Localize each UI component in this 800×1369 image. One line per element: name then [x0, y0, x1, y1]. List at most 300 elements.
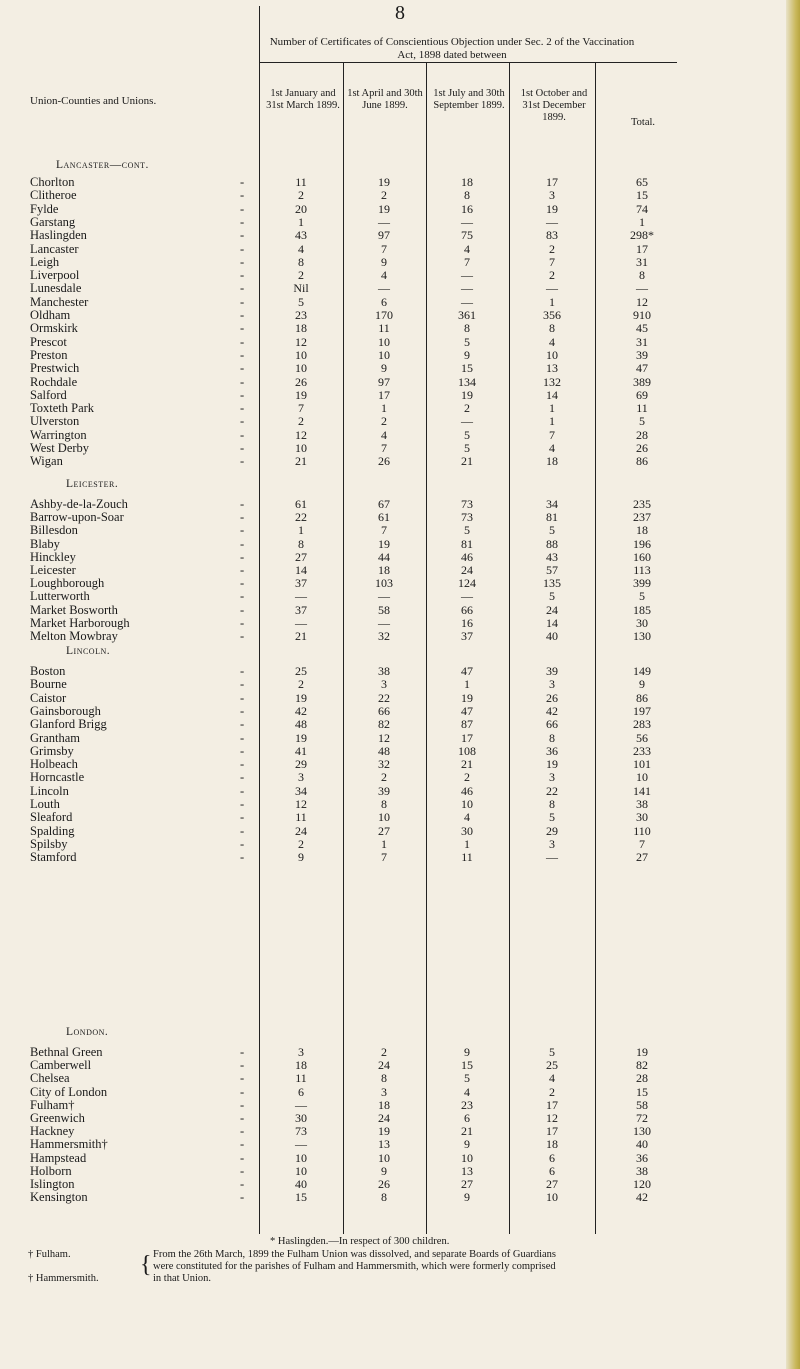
union-name-text: Spilsby	[30, 836, 68, 851]
quarter-cell: 7	[381, 523, 387, 538]
union-name-text: Garstang	[30, 214, 76, 229]
union-name	[30, 717, 260, 731]
leader-dash: -	[240, 361, 245, 376]
quarter-cell: 9	[381, 1163, 387, 1178]
table-rule	[426, 62, 427, 1234]
union-name	[30, 850, 260, 864]
quarter-cell: 9	[381, 254, 387, 269]
column-header-total: Total.	[630, 117, 656, 128]
quarter-cell: 15	[461, 1058, 473, 1073]
total-cell: 197	[633, 703, 651, 718]
quarter-cell: 88	[546, 536, 558, 551]
quarter-cell: 2	[381, 188, 387, 203]
quarter-cell: 9	[464, 1137, 470, 1152]
union-name-text: Grimsby	[30, 743, 74, 758]
quarter-cell: 19	[461, 690, 473, 705]
quarter-cell: 170	[375, 308, 393, 322]
quarter-cell: 12	[546, 1111, 558, 1125]
union-name-text: Spalding	[30, 823, 75, 838]
total-cell: 31	[636, 254, 648, 269]
union-name-text: Lancaster	[30, 241, 79, 256]
quarter-cell: —	[295, 589, 307, 604]
quarter-cell: 13	[378, 1137, 390, 1152]
leader-dash: -	[240, 783, 245, 798]
quarter-cell: —	[461, 268, 473, 283]
union-name	[30, 1164, 260, 1178]
quarter-cell: 27	[461, 1177, 473, 1191]
quarter-cell: 40	[546, 629, 558, 643]
total-cell: 110	[633, 823, 651, 838]
union-name	[30, 188, 260, 202]
quarter-cell: 7	[298, 401, 304, 416]
quarter-cell: 46	[461, 549, 473, 564]
union-name	[30, 361, 260, 375]
quarter-cell: 15	[461, 361, 473, 376]
union-name	[30, 837, 260, 851]
union-name	[30, 348, 260, 362]
union-name	[30, 537, 260, 551]
quarter-cell: 17	[546, 1124, 558, 1139]
quarter-cell: 18	[295, 321, 307, 336]
union-name	[30, 175, 260, 189]
quarter-cell: 21	[295, 454, 307, 469]
leader-dash: -	[240, 1084, 245, 1099]
union-name	[30, 576, 260, 590]
quarter-cell: 2	[381, 414, 387, 429]
total-cell: 26	[636, 441, 648, 455]
total-cell: 399	[633, 576, 651, 591]
union-name	[30, 744, 260, 758]
quarter-cell: 21	[461, 1124, 473, 1139]
total-cell: 12	[636, 294, 648, 309]
table-rule	[509, 62, 510, 1234]
union-name	[30, 589, 260, 603]
leader-dash: -	[240, 1177, 245, 1191]
leader-dash: -	[240, 254, 245, 269]
quarter-cell: 5	[549, 1045, 555, 1059]
union-name-text: Chelsea	[30, 1071, 70, 1086]
total-cell: 185	[633, 602, 651, 617]
quarter-cell: 67	[378, 497, 390, 511]
quarter-cell: 5	[464, 427, 470, 442]
footnote-text-2: were constituted for the parishes of Fulham and Hammersmith, which were formerly comprised	[153, 1261, 556, 1272]
leader-dash: -	[240, 1097, 245, 1112]
leader-dash: -	[240, 1045, 245, 1059]
quarter-cell: 19	[378, 201, 390, 216]
union-name	[30, 441, 260, 455]
quarter-cell: 2	[298, 836, 304, 851]
quarter-cell: 19	[546, 757, 558, 772]
page-number: 8	[395, 2, 405, 24]
quarter-cell: 57	[546, 563, 558, 577]
leader-dash: -	[240, 347, 245, 362]
quarter-cell: 2	[549, 268, 555, 283]
quarter-cell: 46	[461, 783, 473, 798]
union-name	[30, 824, 260, 838]
quarter-cell: 24	[295, 823, 307, 838]
union-name-text: Holbeach	[30, 757, 78, 772]
quarter-cell: 22	[546, 783, 558, 798]
quarter-cell: 18	[546, 1137, 558, 1152]
quarter-cell: 361	[458, 308, 476, 322]
quarter-cell: 8	[298, 254, 304, 269]
union-name-text: Loughborough	[30, 576, 105, 591]
quarter-cell: 11	[295, 175, 307, 189]
quarter-cell: 73	[295, 1124, 307, 1139]
page-edge	[786, 0, 800, 1369]
quarter-cell: —	[546, 281, 558, 296]
quarter-cell: —	[461, 294, 473, 309]
total-cell: 74	[636, 201, 648, 216]
union-name	[30, 388, 260, 402]
quarter-cell: 75	[461, 228, 473, 243]
leader-dash: -	[240, 241, 245, 256]
union-name	[30, 616, 260, 630]
quarter-cell: 66	[461, 602, 473, 617]
footnote-brace: {	[140, 1252, 152, 1278]
quarter-cell: 25	[546, 1058, 558, 1073]
quarter-cell: 66	[378, 703, 390, 718]
total-cell: 7	[639, 836, 645, 851]
quarter-cell: 22	[378, 690, 390, 705]
quarter-cell: 47	[461, 664, 473, 678]
quarter-cell: 22	[295, 510, 307, 525]
quarter-cell: 7	[381, 441, 387, 455]
leader-dash: -	[240, 836, 245, 851]
quarter-cell: 27	[546, 1177, 558, 1191]
column-header-q4: 1st October and 31st December 1899.	[520, 88, 588, 123]
quarter-cell: 10	[461, 1150, 473, 1165]
quarter-cell: 26	[378, 1177, 390, 1191]
quarter-cell: 47	[461, 703, 473, 718]
union-name-text: Oldham	[30, 308, 71, 322]
quarter-cell: 8	[549, 797, 555, 811]
leader-dash: -	[240, 810, 245, 825]
quarter-cell: —	[461, 414, 473, 429]
quarter-cell: 87	[461, 717, 473, 732]
quarter-cell: 10	[295, 441, 307, 455]
quarter-cell: 43	[546, 549, 558, 564]
quarter-cell: 4	[381, 268, 387, 283]
union-name-text: Melton Mowbray	[30, 629, 118, 643]
quarter-cell: 3	[381, 677, 387, 692]
quarter-cell: 4	[464, 810, 470, 825]
quarter-cell: 37	[461, 629, 473, 643]
leader-dash: -	[240, 523, 245, 538]
total-cell: 130	[633, 1124, 651, 1139]
quarter-cell: 3	[549, 836, 555, 851]
union-name-text: Market Bosworth	[30, 602, 118, 617]
leader-dash: -	[240, 321, 245, 336]
quarter-cell: 1	[549, 294, 555, 309]
table-rule	[595, 62, 596, 1234]
union-name	[30, 523, 260, 537]
union-name-text: Barrow-upon-Soar	[30, 510, 124, 525]
leader-dash: -	[240, 175, 245, 189]
quarter-cell: 97	[378, 228, 390, 243]
quarter-cell: 1	[549, 414, 555, 429]
quarter-cell: 27	[378, 823, 390, 838]
union-name	[30, 202, 260, 216]
union-name	[30, 1190, 260, 1204]
quarter-cell: 2	[381, 1045, 387, 1059]
quarter-cell: 4	[381, 427, 387, 442]
union-name-text: Camberwell	[30, 1058, 92, 1073]
quarter-cell: 37	[295, 602, 307, 617]
quarter-cell: —	[295, 615, 307, 630]
leader-dash: -	[240, 268, 245, 283]
quarter-cell: 5	[464, 1071, 470, 1086]
total-cell: 283	[633, 717, 651, 732]
quarter-cell: —	[546, 850, 558, 865]
quarter-cell: 8	[298, 536, 304, 551]
leader-dash: -	[240, 1071, 245, 1086]
union-name	[30, 375, 260, 389]
row-label-header: Union-Counties and Unions.	[30, 95, 157, 107]
total-cell: 47	[636, 361, 648, 376]
quarter-cell: 83	[546, 228, 558, 243]
union-name-text: Greenwich	[30, 1111, 85, 1125]
union-name	[30, 603, 260, 617]
quarter-cell: 3	[549, 770, 555, 785]
quarter-cell: 4	[464, 241, 470, 256]
quarter-cell: 19	[295, 730, 307, 745]
total-cell: 38	[636, 797, 648, 811]
quarter-cell: 4	[549, 334, 555, 349]
quarter-cell: 2	[298, 268, 304, 283]
quarter-cell: 10	[295, 347, 307, 362]
quarter-cell: 108	[458, 743, 476, 758]
quarter-cell: 24	[378, 1111, 390, 1125]
union-name	[30, 242, 260, 256]
total-cell: 69	[636, 387, 648, 402]
union-name-text: Market Harborough	[30, 615, 130, 630]
leader-dash: -	[240, 690, 245, 705]
total-cell: 45	[636, 321, 648, 336]
quarter-cell: 16	[461, 201, 473, 216]
union-name-text: Horncastle	[30, 770, 85, 785]
leader-dash: -	[240, 441, 245, 455]
quarter-cell: 1	[381, 836, 387, 851]
total-cell: 31	[636, 334, 648, 349]
union-name	[30, 255, 260, 269]
union-name	[30, 629, 260, 643]
quarter-cell: 82	[378, 717, 390, 732]
quarter-cell: 124	[458, 576, 476, 591]
total-cell: 130	[633, 629, 651, 643]
quarter-cell: 1	[381, 401, 387, 416]
union-name-text: Sleaford	[30, 810, 73, 825]
quarter-cell: 2	[298, 188, 304, 203]
quarter-cell: 2	[298, 677, 304, 692]
quarter-cell: 4	[298, 241, 304, 256]
quarter-cell: 81	[546, 510, 558, 525]
union-name	[30, 308, 260, 322]
quarter-cell: 10	[295, 361, 307, 376]
quarter-cell: 42	[546, 703, 558, 718]
total-cell: 11	[636, 401, 648, 416]
leader-dash: -	[240, 1163, 245, 1178]
union-name	[30, 1071, 260, 1085]
union-name	[30, 797, 260, 811]
quarter-cell: 12	[295, 334, 307, 349]
union-name	[30, 281, 260, 295]
quarter-cell: 48	[378, 743, 390, 758]
quarter-cell: 17	[546, 175, 558, 189]
union-name	[30, 770, 260, 784]
total-cell: 38	[636, 1163, 648, 1178]
quarter-cell: 2	[464, 770, 470, 785]
quarter-cell: 1	[298, 214, 304, 229]
union-name-text: Lunesdale	[30, 281, 82, 296]
leader-dash: -	[240, 308, 245, 322]
total-cell: 15	[636, 1084, 648, 1099]
total-cell: 28	[636, 427, 648, 442]
quarter-cell: 3	[381, 1084, 387, 1099]
quarter-cell: 73	[461, 510, 473, 525]
quarter-cell: 19	[378, 175, 390, 189]
total-cell: 389	[633, 374, 651, 389]
quarter-cell: 7	[549, 254, 555, 269]
union-name-text: Grantham	[30, 730, 80, 745]
quarter-cell: 8	[464, 321, 470, 336]
quarter-cell: 1	[549, 401, 555, 416]
quarter-cell: 11	[378, 321, 390, 336]
leader-dash: -	[240, 677, 245, 692]
quarter-cell: 21	[461, 757, 473, 772]
quarter-cell: 10	[461, 797, 473, 811]
quarter-cell: 9	[381, 361, 387, 376]
union-name-text: Toxteth Park	[30, 401, 95, 416]
footnote-fulham: † Fulham.	[28, 1249, 71, 1260]
quarter-cell: 8	[549, 321, 555, 336]
footnote-hammersmith: † Hammersmith.	[28, 1273, 99, 1284]
union-name	[30, 510, 260, 524]
quarter-cell: 2	[381, 770, 387, 785]
quarter-cell: 21	[461, 454, 473, 469]
leader-dash: -	[240, 214, 245, 229]
union-name	[30, 497, 260, 511]
union-name-text: Hackney	[30, 1124, 75, 1139]
union-name	[30, 1151, 260, 1165]
quarter-cell: Nil	[293, 281, 309, 296]
union-name	[30, 1177, 260, 1191]
total-cell: 28	[636, 1071, 648, 1086]
quarter-cell: 44	[378, 549, 390, 564]
leader-dash: -	[240, 770, 245, 785]
quarter-cell: 5	[464, 441, 470, 455]
leader-dash: -	[240, 294, 245, 309]
union-name	[30, 228, 260, 242]
total-cell: 298*	[630, 228, 654, 243]
quarter-cell: 26	[295, 374, 307, 389]
leader-dash: -	[240, 602, 245, 617]
quarter-cell: 14	[546, 387, 558, 402]
total-cell: 196	[633, 536, 651, 551]
quarter-cell: 9	[464, 1190, 470, 1205]
union-name-text: Islington	[30, 1177, 75, 1191]
quarter-cell: 26	[378, 454, 390, 469]
quarter-cell: 3	[549, 677, 555, 692]
union-name	[30, 704, 260, 718]
quarter-cell: —	[378, 214, 390, 229]
quarter-cell: 61	[378, 510, 390, 525]
total-cell: 39	[636, 347, 648, 362]
union-name-text: Fulham†	[30, 1097, 75, 1112]
union-name-text: City of London	[30, 1084, 108, 1099]
union-name	[30, 677, 260, 691]
union-name-text: Wigan	[30, 454, 63, 469]
section-heading: Lincoln.	[66, 645, 111, 657]
leader-dash: -	[240, 1058, 245, 1073]
union-name	[30, 428, 260, 442]
union-name-text: Blaby	[30, 536, 60, 551]
quarter-cell: 7	[549, 427, 555, 442]
union-name-text: Manchester	[30, 294, 89, 309]
leader-dash: -	[240, 401, 245, 416]
union-name	[30, 664, 260, 678]
column-header-q1: 1st January and 31st March 1899.	[266, 88, 340, 111]
quarter-cell: 30	[295, 1111, 307, 1125]
quarter-cell: 8	[381, 1071, 387, 1086]
leader-dash: -	[240, 1124, 245, 1139]
union-name	[30, 401, 260, 415]
quarter-cell: —	[546, 214, 558, 229]
total-cell: 113	[633, 563, 651, 577]
union-name-text: Preston	[30, 347, 68, 362]
quarter-cell: —	[378, 589, 390, 604]
leader-dash: -	[240, 797, 245, 811]
union-name-text: Hampstead	[30, 1150, 87, 1165]
column-header-q3: 1st July and 30th September 1899.	[433, 88, 505, 111]
union-name-text: Billesdon	[30, 523, 78, 538]
union-name-text: Louth	[30, 797, 60, 811]
quarter-cell: 6	[298, 1084, 304, 1099]
quarter-cell: 17	[461, 730, 473, 745]
quarter-cell: 17	[378, 387, 390, 402]
quarter-cell: 32	[378, 757, 390, 772]
union-name	[30, 757, 260, 771]
total-cell: 5	[639, 589, 645, 604]
quarter-cell: 356	[543, 308, 561, 322]
total-cell: 42	[636, 1190, 648, 1205]
total-cell: 27	[636, 850, 648, 865]
total-cell: 30	[636, 810, 648, 825]
leader-dash: -	[240, 228, 245, 243]
quarter-cell: 61	[295, 497, 307, 511]
union-name-text: Salford	[30, 387, 67, 402]
leader-dash: -	[240, 536, 245, 551]
union-name	[30, 810, 260, 824]
leader-dash: -	[240, 730, 245, 745]
quarter-cell: 27	[295, 549, 307, 564]
quarter-cell: 42	[295, 703, 307, 718]
section-heading: Leicester.	[66, 478, 119, 490]
total-cell: 149	[633, 664, 651, 678]
union-name-text: Caistor	[30, 690, 67, 705]
total-cell: 58	[636, 1097, 648, 1112]
quarter-cell: 2	[464, 401, 470, 416]
quarter-cell: 3	[549, 188, 555, 203]
quarter-cell: 103	[375, 576, 393, 591]
quarter-cell: —	[461, 589, 473, 604]
column-header-q2: 1st April and 30th June 1899.	[347, 88, 423, 111]
total-cell: —	[636, 281, 648, 296]
total-cell: 56	[636, 730, 648, 745]
union-name-text: Ormskirk	[30, 321, 78, 336]
quarter-cell: 5	[298, 294, 304, 309]
quarter-cell: 2	[549, 1084, 555, 1099]
